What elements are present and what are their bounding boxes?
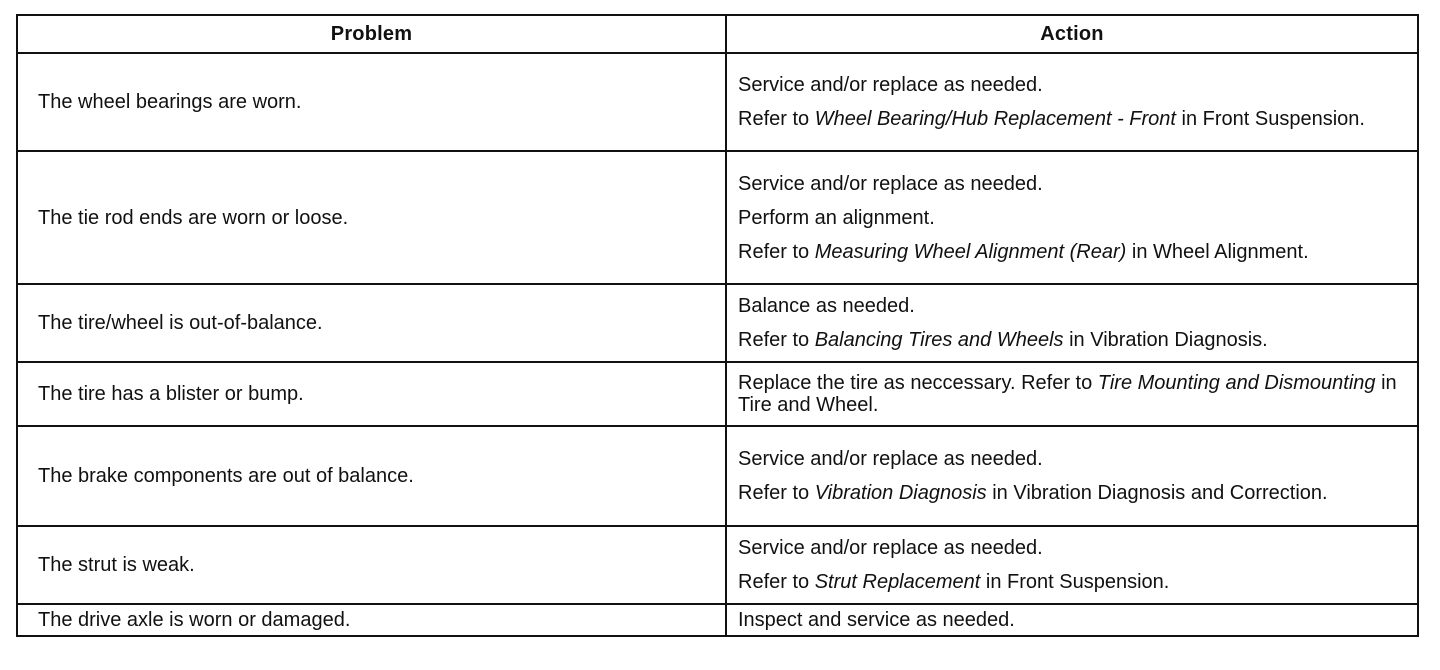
action-step: Perform an alignment. [738, 206, 935, 229]
table-row [17, 604, 1418, 636]
action-cell [726, 526, 1418, 604]
reference-title: Strut Replacement [814, 571, 981, 593]
reference-title: Vibration Diagnosis [814, 482, 987, 504]
diagnosis-table [16, 14, 1419, 637]
problem-cell: The tie rod ends are worn or loose. [17, 151, 726, 284]
action-step: Inspect and service as needed. [738, 609, 1015, 631]
problem-cell: The brake components are out of balance. [17, 426, 726, 526]
reference-title: Wheel Bearing/Hub Replacement - Front [814, 108, 1176, 130]
problem-cell: The wheel bearings are worn. [17, 53, 726, 151]
problem-cell: The tire/wheel is out-of-balance. [17, 284, 726, 362]
action-step: Service and/or replace as needed. [738, 537, 1043, 559]
problem-cell: The tire has a blister or bump. [17, 362, 726, 426]
table-row [17, 526, 1418, 604]
action-reference: Refer to Vibration Diagnosis in Vibration Diagnosis and Correction. [738, 482, 1328, 504]
action-cell [726, 426, 1418, 526]
problem-cell: The drive axle is worn or damaged. [17, 604, 726, 636]
action-reference: Replace the tire as neccessary. Refer to Tire Mounting and Dismounting in Tire and Wheel. [738, 372, 1397, 416]
action-reference: Refer to Strut Replacement in Front Suspension. [738, 571, 1170, 593]
action-step: Service and/or replace as needed. [738, 74, 1043, 96]
reference-title: Measuring Wheel Alignment (Rear) [814, 240, 1127, 263]
action-cell [726, 151, 1418, 284]
action-cell [726, 604, 1418, 636]
action-cell [726, 53, 1418, 151]
action-step: Service and/or replace as needed. [738, 172, 1043, 195]
reference-title: Tire Mounting and Dismounting [1097, 372, 1376, 394]
table-row [17, 362, 1418, 426]
reference-title: Balancing Tires and Wheels [814, 329, 1064, 351]
action-cell [726, 362, 1418, 426]
action-reference: Refer to Measuring Wheel Alignment (Rear) in Wheel Alignment. [738, 240, 1309, 263]
problem-column-header: Problem [17, 15, 726, 53]
action-reference: Refer to Wheel Bearing/Hub Replacement - Front in Front Suspension. [738, 108, 1365, 130]
table-row [17, 284, 1418, 362]
problem-cell: The strut is weak. [17, 526, 726, 604]
action-column-header: Action [726, 15, 1418, 53]
table-row [17, 426, 1418, 526]
header-row [17, 15, 1418, 53]
action-step: Service and/or replace as needed. [738, 448, 1043, 470]
table-row [17, 53, 1418, 151]
action-reference: Refer to Balancing Tires and Wheels in Vibration Diagnosis. [738, 329, 1268, 351]
action-step: Balance as needed. [738, 295, 915, 317]
table-row [17, 151, 1418, 284]
action-cell [726, 284, 1418, 362]
